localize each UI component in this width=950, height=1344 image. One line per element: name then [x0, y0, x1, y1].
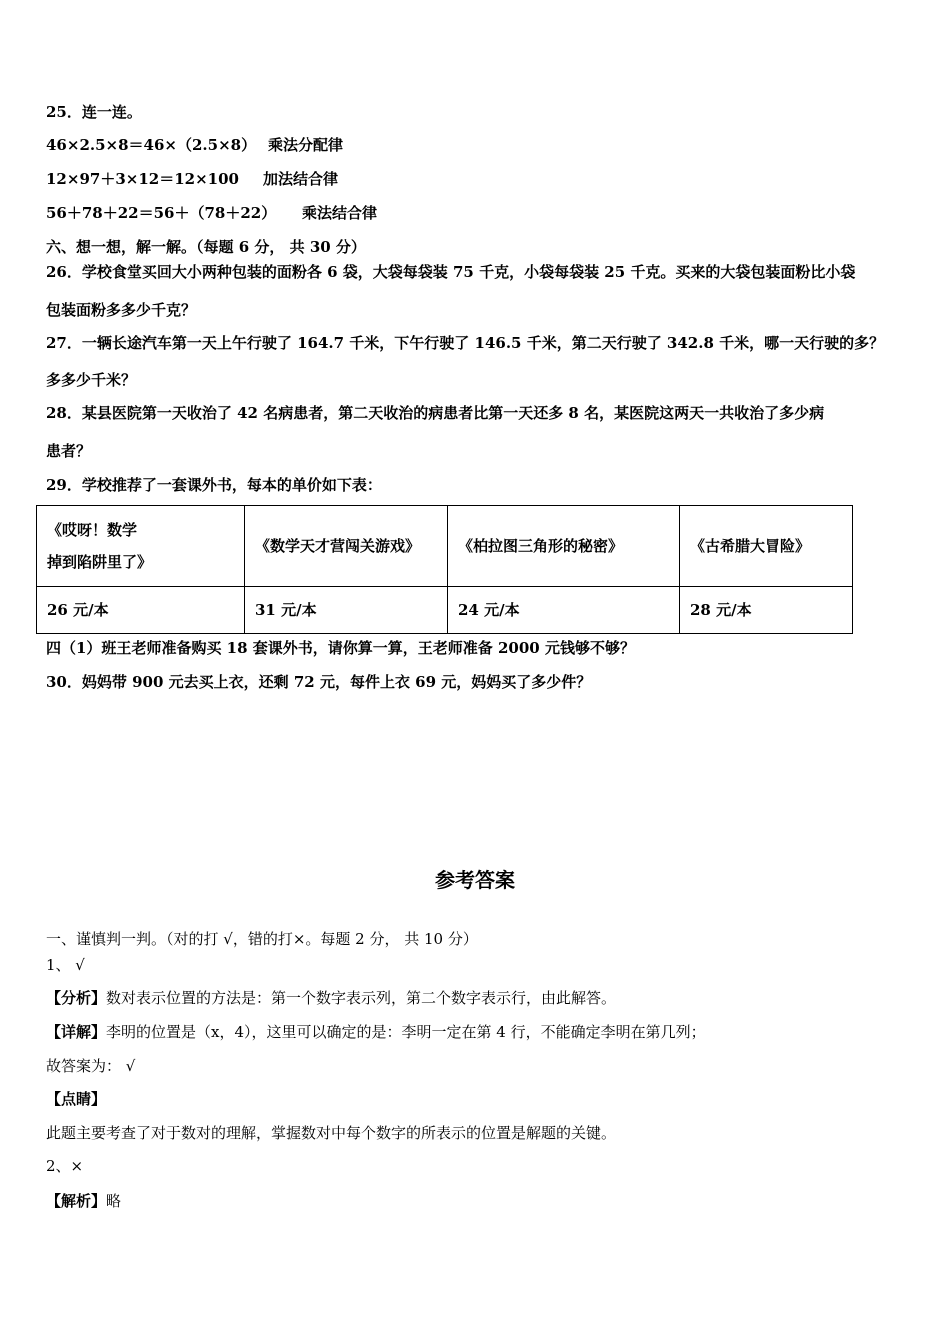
- answer-1-detail: [46, 1022, 706, 1042]
- book-price-table: [36, 505, 853, 634]
- book-title-cell: [37, 506, 245, 587]
- book-title-line: 掉到陷阱里了》: [47, 553, 153, 571]
- answers-title: 参考答案: [435, 868, 515, 892]
- answer-1-final: 故答案为： √: [46, 1057, 136, 1075]
- q26-line-1: 26．学校食堂买回大小两种包装的面粉各 6 袋，大袋每袋装 75 千克，小袋每袋装 25 千克。买来的大袋包装面粉比小袋: [46, 263, 856, 281]
- q27-line-2: 多多少千米？: [46, 371, 137, 389]
- q25-law-3: 乘法结合律: [302, 204, 378, 222]
- table-row: [37, 587, 853, 634]
- q25-expr-2: 12×97＋3×12＝12×100: [46, 170, 239, 188]
- answer-1-analysis: [46, 988, 616, 1008]
- answers-section-1-heading: 一、谨慎判一判。（对的打 √，错的打×。每题 2 分， 共 10 分）: [46, 930, 478, 948]
- section-6-heading: 六、想一想，解一解。（每题 6 分， 共 30 分）: [46, 238, 366, 256]
- q25-law-2: 加法结合律: [263, 170, 339, 188]
- q29-intro: 29．学校推荐了一套课外书，每本的单价如下表：: [46, 476, 382, 494]
- q29-question: 四（1）班王老师准备购买 18 套课外书，请你算一算，王老师准备 2000 元钱够不够？: [46, 639, 635, 657]
- q25-title: 25．连一连。: [46, 103, 142, 121]
- book-price-cell: 31 元/本: [245, 587, 448, 634]
- book-title-line: 《哎呀！数学: [47, 521, 138, 539]
- book-price-cell: 26 元/本: [37, 587, 245, 634]
- table-row: [37, 506, 853, 587]
- q27-line-1: 27．一辆长途汽车第一天上午行驶了 164.7 千米，下午行驶了 146.5 千米，第二天行驶了 342.8 千米，哪一天行驶的多？: [46, 334, 885, 352]
- detail-tag: 【详解】: [46, 1023, 107, 1041]
- book-title-cell: 《柏拉图三角形的秘密》: [448, 506, 680, 587]
- analysis-tag: 【分析】: [46, 989, 107, 1007]
- book-price-cell: 28 元/本: [680, 587, 853, 634]
- analysis-tag: 【解析】: [46, 1192, 107, 1210]
- answer-1: 1、 √: [46, 956, 85, 974]
- analysis-text: 数对表示位置的方法是：第一个数字表示列，第二个数字表示行，由此解答。: [106, 989, 617, 1007]
- q25-law-1: 乘法分配律: [268, 136, 344, 154]
- q28-line-1: 28．某县医院第一天收治了 42 名病患者，第二天收治的病患者比第一天还多 8 名，某医院这两天一共收治了多少病: [46, 404, 825, 422]
- answer-1-note: 此题主要考查了对于数对的理解，掌握数对中每个数字的所表示的位置是解题的关键。: [46, 1124, 617, 1142]
- q25-expr-3: 56＋78＋22＝56＋（78＋22）: [46, 204, 277, 222]
- book-title-cell: 《古希腊大冒险》: [680, 506, 853, 587]
- q25-expr-1: 46×2.5×8＝46×（2.5×8）: [46, 136, 257, 154]
- answer-2: 2、×: [46, 1157, 84, 1175]
- answer-1-note-tag: 【点睛】: [46, 1090, 107, 1108]
- book-price-cell: 24 元/本: [448, 587, 680, 634]
- answer-2-analysis: [46, 1191, 121, 1211]
- q26-line-2: 包装面粉多多少千克？: [46, 301, 197, 319]
- q30-text: 30．妈妈带 900 元去买上衣，还剩 72 元，每件上衣 69 元，妈妈买了多少件？: [46, 673, 592, 691]
- analysis-text: 略: [106, 1192, 122, 1210]
- book-title-cell: 《数学天才营闯关游戏》: [245, 506, 448, 587]
- q28-line-2: 患者？: [46, 442, 92, 460]
- detail-text: 李明的位置是（x，4），这里可以确定的是：李明一定在第 4 行，不能确定李明在第几列；: [106, 1023, 706, 1041]
